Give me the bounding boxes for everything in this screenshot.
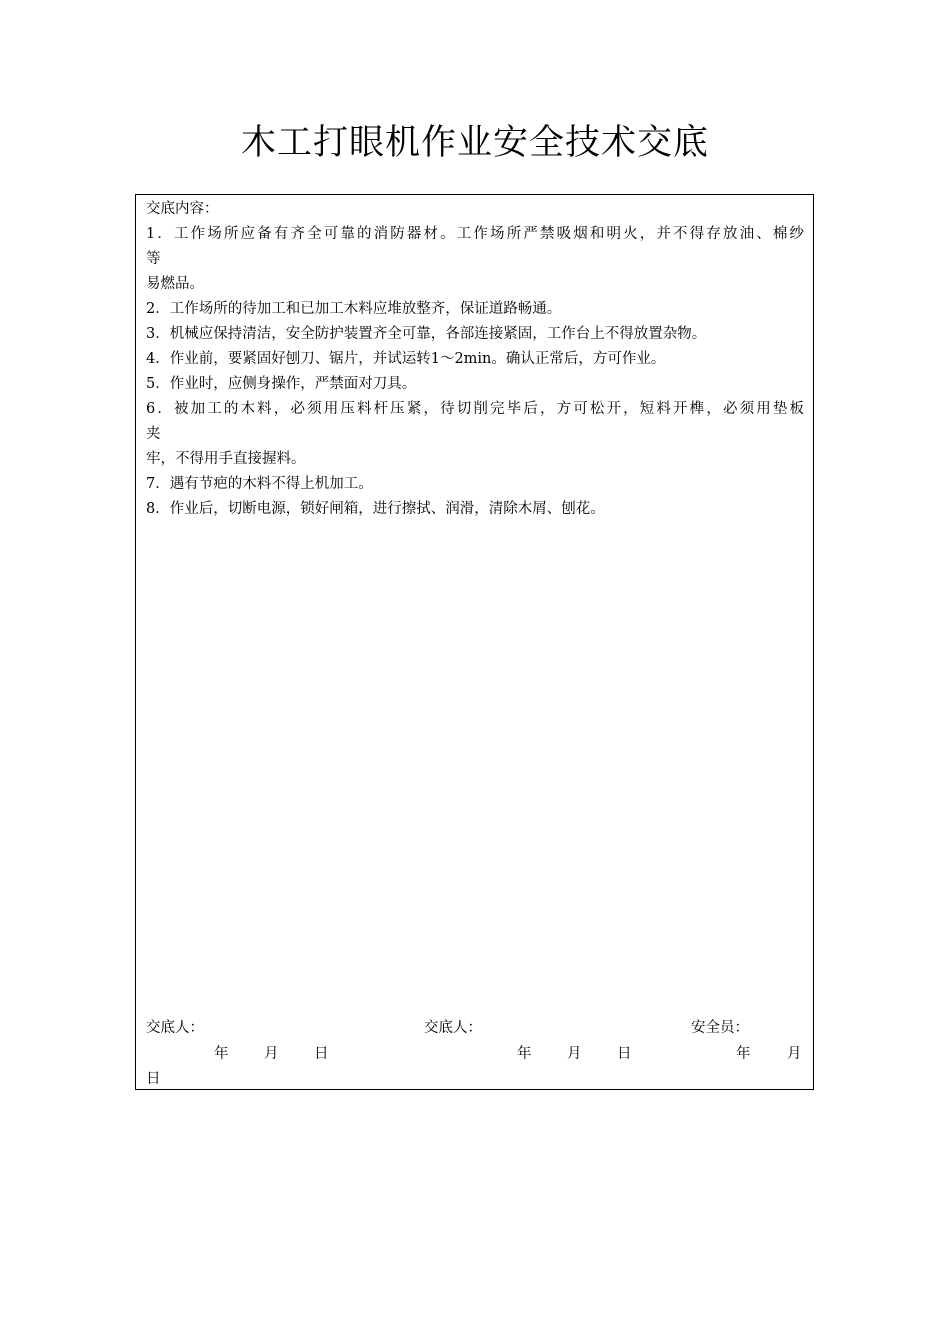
content-line-1: 1．工作场所应备有齐全可靠的消防器材。工作场所严禁吸烟和明火，并不得存放油、棉纱: [146, 226, 804, 242]
content-line-9: 夹: [146, 426, 161, 442]
receiver-label: 交底人：: [424, 1020, 482, 1036]
discloser-date-day: 日: [314, 1046, 329, 1062]
disclosure-table: [135, 194, 814, 1090]
discloser-date-year: 年: [214, 1046, 229, 1062]
receiver-date-day: 日: [617, 1046, 632, 1062]
safety-date-year: 年: [736, 1046, 751, 1062]
safety-officer-label: 安全员：: [691, 1020, 749, 1036]
safety-date-month: 月: [787, 1046, 802, 1062]
content-line-12: 8．作业后，切断电源，锁好闸箱，进行擦拭、润滑，清除木屑、刨花。: [146, 501, 605, 517]
content-line-7: 5．作业时，应侧身操作，严禁面对刀具。: [146, 376, 417, 392]
content-line-5: 3．机械应保持清洁，安全防护装置齐全可靠，各部连接紧固，工作台上不得放置杂物。: [146, 326, 707, 342]
content-line-2: 等: [146, 251, 161, 267]
content-line-6: 4．作业前，要紧固好刨刀、锯片，并试运转1～2min。确认正常后，方可作业。: [146, 351, 666, 367]
content-heading: 交底内容：: [146, 201, 219, 217]
content-line-8: 6．被加工的木料，必须用压料杆压紧，待切削完毕后，方可松开，短料开榫，必须用垫板: [146, 401, 804, 417]
receiver-date-year: 年: [517, 1046, 532, 1062]
content-line-10: 牢，不得用手直接握料。: [146, 451, 306, 467]
document-title: 木工打眼机作业安全技术交底: [240, 123, 709, 163]
receiver-date-month: 月: [567, 1046, 582, 1062]
discloser-label: 交底人：: [146, 1020, 204, 1036]
content-line-4: 2．工作场所的待加工和已加工木料应堆放整齐，保证道路畅通。: [146, 301, 562, 317]
disclosure-content: [146, 197, 804, 522]
content-line-3: 易燃品。: [146, 276, 204, 292]
content-line-11: 7．遇有节疤的木料不得上机加工。: [146, 476, 373, 492]
discloser-date-month: 月: [264, 1046, 279, 1062]
safety-date-day: 日: [146, 1071, 161, 1087]
